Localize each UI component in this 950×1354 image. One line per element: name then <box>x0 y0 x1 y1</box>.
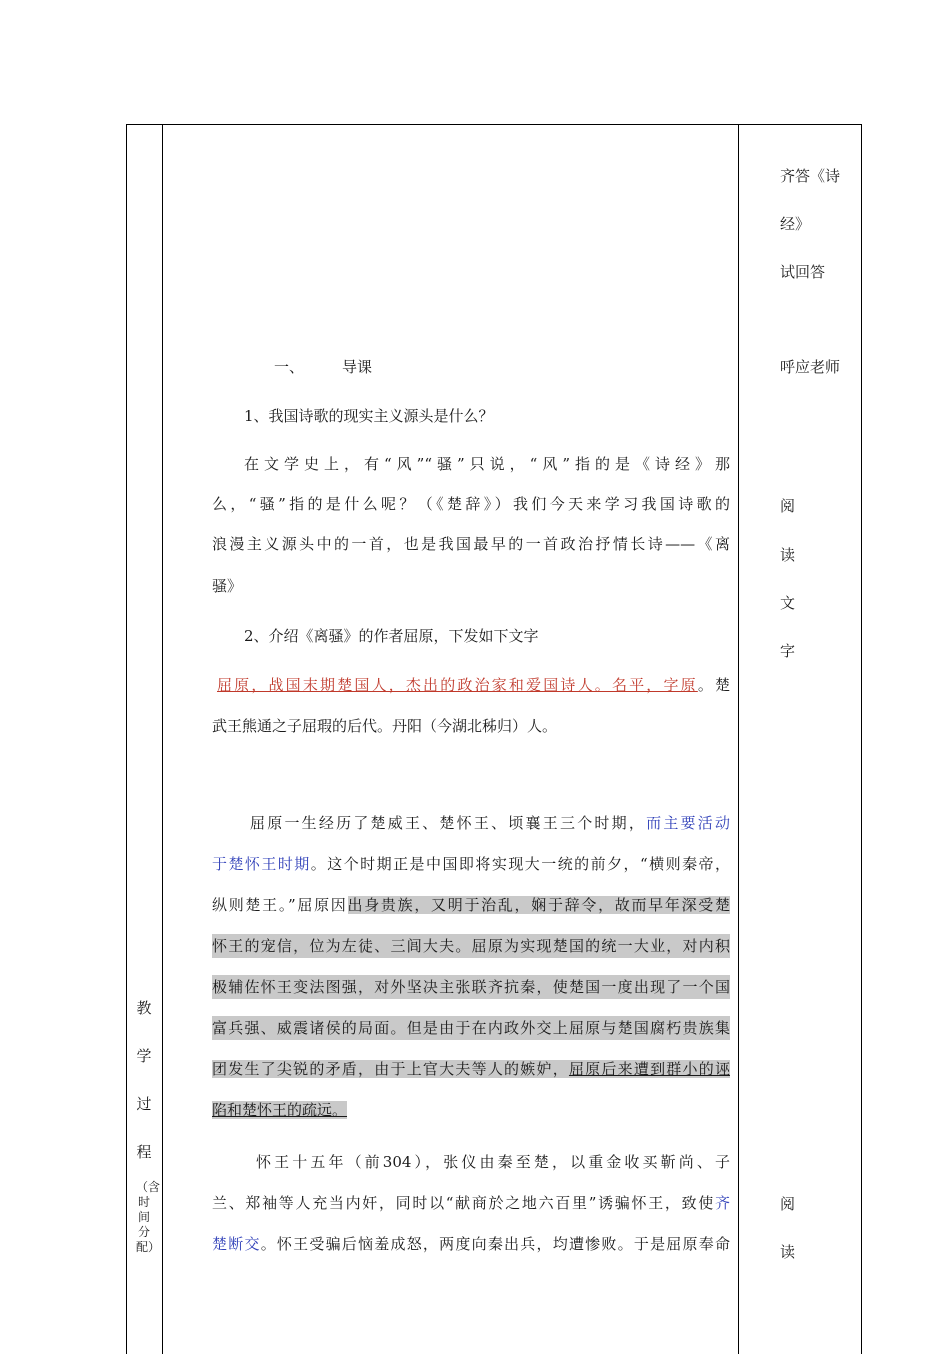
activity-text: 试回答 <box>780 263 826 281</box>
text-run: 。怀王受骗后恼羞成怒，两度向秦出兵，均遭惨败。于是屈原奉命 <box>260 1235 730 1253</box>
grey-highlight-text: 出身贵族，又明于治乱，娴于辞令，故而早年深受楚 <box>347 896 730 914</box>
section-title: 导课 <box>342 358 373 376</box>
section-heading <box>212 355 730 379</box>
history-line <box>212 1232 730 1256</box>
underlined-highlight-text: 屈原后来遭到群小的诬 <box>568 1060 730 1078</box>
activity-char: 阅 <box>780 1195 796 1213</box>
bio-line <box>212 852 730 876</box>
question-1: 1、我国诗歌的现实主义源头是什么？ <box>244 407 494 425</box>
grey-highlight-text: 团发生了尖锐的矛盾，由于上官大夫等人的嫉妒， <box>212 1060 569 1078</box>
bio-line <box>212 811 730 835</box>
bio-line-highlighted: 怀王的宠信，位为左徒、三闾大夫。屈原为实现楚国的统一大业，对内积 <box>212 934 730 958</box>
column-divider-right <box>738 124 739 1354</box>
paragraph-line: 在文学史上，有“风”“骚”只说，“风”指的是《诗经》那 <box>244 455 730 473</box>
text-run: 纵则楚王。”屈原因 <box>212 896 348 914</box>
bio-line-highlighted: 富兵强、威震诸侯的局面。但是由于在内政外交上屈原与楚国腐朽贵族集 <box>212 1016 730 1040</box>
history-line <box>212 1191 730 1215</box>
column-divider-left <box>162 124 163 1354</box>
highlight-blue-text: 楚断交 <box>212 1235 261 1253</box>
highlight-blue-text: 而主要活动 <box>646 814 730 832</box>
side-label-paren: （含时间分配） <box>136 1180 161 1254</box>
activity-text: 经》 <box>780 215 811 233</box>
highlight-blue-text: 齐 <box>714 1194 730 1212</box>
side-label-char: 过 <box>136 1095 152 1113</box>
text-run: 。这个时期正是中国即将实现大一统的前夕，“横则秦帝， <box>310 855 730 873</box>
text-run: 。楚 <box>697 676 730 694</box>
history-line: 怀王十五年（前304），张仪由秦至楚，以重金收买靳尚、子 <box>256 1153 730 1171</box>
activity-char: 读 <box>780 546 796 564</box>
activity-text: 齐答《诗 <box>780 167 841 185</box>
side-label-teaching-process <box>126 995 162 1254</box>
paragraph-line: 么，“骚”指的是什么呢？（《楚辞》）我们今天来学习我国诗歌的 <box>212 495 730 513</box>
paragraph-line: 骚》 <box>212 577 243 595</box>
side-label-char: 教 <box>136 999 152 1017</box>
text-run: 屈原一生经历了楚威王、楚怀王、顷襄王三个时期， <box>250 814 647 832</box>
side-label-char: 学 <box>136 1047 152 1065</box>
question-2: 2、介绍《离骚》的作者屈原，下发如下文字 <box>244 627 539 645</box>
side-label-char: 程 <box>136 1143 152 1161</box>
bio-line-highlighted: 极辅佐怀王变法图强，对外坚决主张联齐抗秦，使楚国一度出现了一个国 <box>212 975 730 999</box>
activity-text: 呼应老师 <box>780 358 841 376</box>
text-run: 兰、郑袖等人充当内奸，同时以“献商於之地六百里”诱骗怀王，致使 <box>212 1194 715 1212</box>
activity-char: 读 <box>780 1243 796 1261</box>
activity-char: 文 <box>780 594 796 612</box>
author-intro-line <box>212 673 730 697</box>
highlight-red-text: 屈原，战国末期楚国人，杰出的政治家和爱国诗人。名平，字原 <box>217 676 698 694</box>
bio-line <box>212 1098 730 1122</box>
activity-char: 阅 <box>780 497 796 515</box>
bio-line <box>212 1057 730 1081</box>
underlined-highlight-text: 陷和楚怀王的疏远。 <box>212 1101 348 1119</box>
author-intro-line: 武王熊通之子屈瑕的后代。丹阳（今湖北秭归）人。 <box>212 717 558 735</box>
activity-char: 字 <box>780 642 796 660</box>
paragraph-line: 浪漫主义源头中的一首，也是我国最早的一首政治抒情长诗——《离 <box>212 535 730 553</box>
highlight-blue-text: 于楚怀王时期 <box>212 855 311 873</box>
section-number: 一、 <box>274 358 305 376</box>
bio-line <box>212 893 730 917</box>
